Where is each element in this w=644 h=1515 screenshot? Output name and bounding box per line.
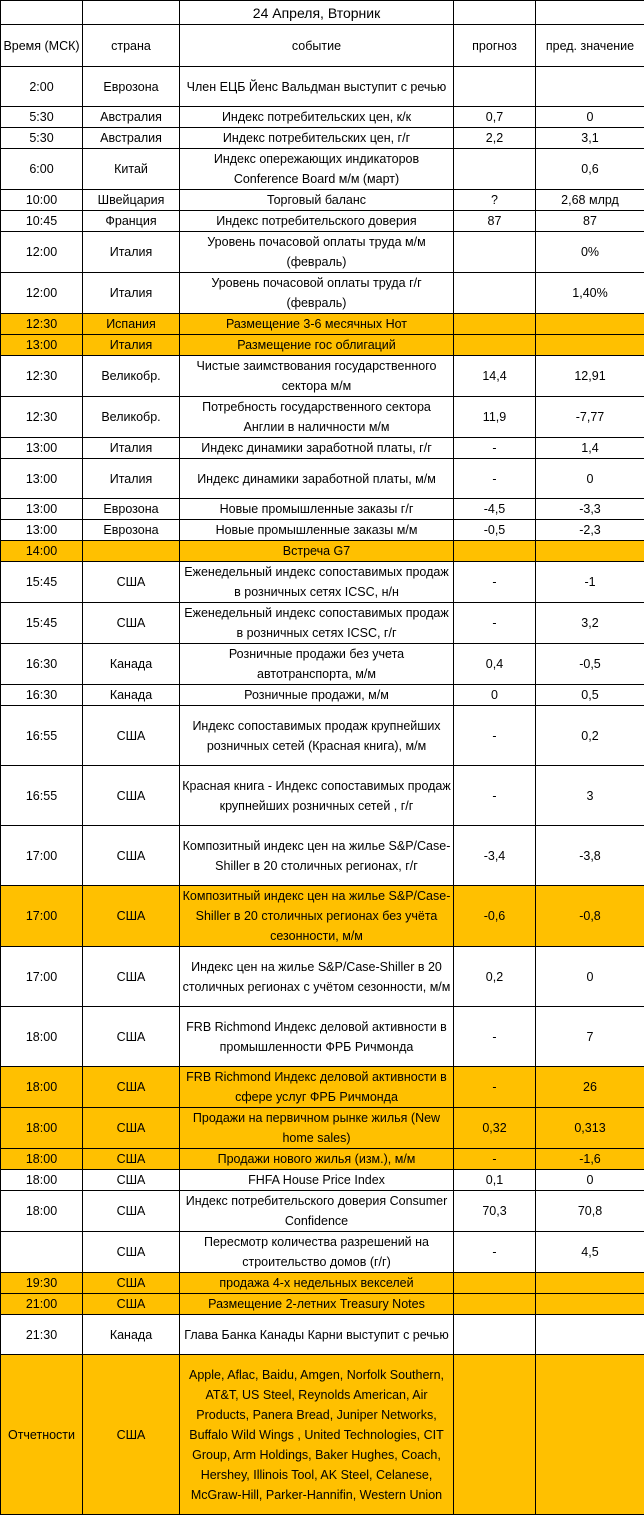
event-country: США [83,1191,180,1232]
event-name: продажа 4-х недельных векселей [180,1273,454,1294]
calendar-row [1,1108,644,1149]
event-forecast: 0 [454,685,536,706]
event-forecast: ? [454,190,536,211]
event-name: Торговый баланс [180,190,454,211]
header-previous: пред. значение [536,25,644,67]
event-forecast: -0,5 [454,520,536,541]
event-previous: -3,3 [536,499,644,520]
event-country: Швейцария [83,190,180,211]
event-country [83,541,180,562]
event-forecast: - [454,1067,536,1108]
event-previous: 4,5 [536,1232,644,1273]
event-name: Индекс динамики заработной платы, г/г [180,438,454,459]
calendar-row [1,1149,644,1170]
event-country: США [83,886,180,947]
event-previous [536,1355,644,1515]
event-forecast: - [454,1007,536,1067]
event-name: Размещение 3-6 месячных Нот [180,314,454,335]
title-spacer-cell [536,1,644,25]
event-time: 16:55 [1,706,83,766]
event-name: Индекс потребительских цен, г/г [180,128,454,149]
event-country: США [83,603,180,644]
calendar-row [1,1007,644,1067]
event-forecast: - [454,562,536,603]
event-forecast: 0,2 [454,947,536,1007]
event-country: США [83,1067,180,1108]
title-row [1,1,644,25]
calendar-row [1,603,644,644]
event-time: 16:30 [1,685,83,706]
event-forecast: - [454,1232,536,1273]
event-forecast: - [454,438,536,459]
event-previous [536,541,644,562]
calendar-row [1,438,644,459]
event-country: США [83,706,180,766]
calendar-row [1,520,644,541]
header-event: событие [180,25,454,67]
event-time: Отчетности [1,1355,83,1515]
event-name: Размещение гос облигаций [180,335,454,356]
event-previous: -7,77 [536,397,644,438]
header-time: Время (МСК) [1,25,83,67]
event-forecast: 87 [454,211,536,232]
event-previous [536,1273,644,1294]
event-forecast [454,1294,536,1315]
event-country: США [83,1294,180,1315]
event-time: 15:45 [1,603,83,644]
event-time: 18:00 [1,1191,83,1232]
event-previous: -2,3 [536,520,644,541]
event-name: Член ЕЦБ Йенс Вальдман выступит с речью [180,67,454,107]
title-spacer-cell [1,1,83,25]
event-time: 10:00 [1,190,83,211]
event-name: Потребность государственного сектора Англии в наличности м/м [180,397,454,438]
header-row [1,25,644,67]
event-name: Уровень почасовой оплаты труда г/г (февраль) [180,273,454,314]
calendar-row [1,335,644,356]
event-country: США [83,1273,180,1294]
calendar-row [1,211,644,232]
calendar-row [1,232,644,273]
event-previous: 0 [536,947,644,1007]
event-time: 18:00 [1,1149,83,1170]
event-country: США [83,766,180,826]
event-name: Индекс потребительского доверия Consumer Confidence [180,1191,454,1232]
event-name: FHFA House Price Index [180,1170,454,1191]
event-forecast [454,541,536,562]
event-name: Индекс опережающих индикаторов Conference Board м/м (март) [180,149,454,190]
event-country: США [83,1355,180,1515]
calendar-row [1,499,644,520]
event-previous: 0% [536,232,644,273]
calendar-row [1,562,644,603]
calendar-row [1,1191,644,1232]
event-country: США [83,1232,180,1273]
event-country: США [83,826,180,886]
event-time: 13:00 [1,335,83,356]
calendar-row [1,541,644,562]
event-name: Размещение 2-летних Treasury Notes [180,1294,454,1315]
calendar-row [1,459,644,499]
event-previous: 70,8 [536,1191,644,1232]
title-spacer-cell [83,1,180,25]
event-forecast: - [454,1149,536,1170]
event-forecast: - [454,766,536,826]
event-country: США [83,1108,180,1149]
event-country: Испания [83,314,180,335]
event-forecast [454,232,536,273]
event-name: Глава Банка Канады Карни выступит с речью [180,1315,454,1355]
event-time: 5:30 [1,107,83,128]
event-forecast [454,1315,536,1355]
calendar-row [1,107,644,128]
event-previous [536,1294,644,1315]
event-country: США [83,1149,180,1170]
calendar-row [1,947,644,1007]
event-time: 14:00 [1,541,83,562]
event-forecast [454,335,536,356]
event-country: США [83,1170,180,1191]
event-name: Чистые заимствования государственного сектора м/м [180,356,454,397]
event-previous: 0 [536,1170,644,1191]
event-previous [536,314,644,335]
event-time: 17:00 [1,886,83,947]
event-country: Франция [83,211,180,232]
event-name: Индекс динамики заработной платы, м/м [180,459,454,499]
event-previous [536,335,644,356]
calendar-row [1,67,644,107]
event-previous: 3,1 [536,128,644,149]
calendar-row [1,685,644,706]
event-name: Индекс потребительского доверия [180,211,454,232]
event-forecast: -3,4 [454,826,536,886]
event-previous: 12,91 [536,356,644,397]
event-previous: -0,5 [536,644,644,685]
event-time: 18:00 [1,1067,83,1108]
event-previous: 2,68 млрд [536,190,644,211]
event-name: Розничные продажи без учета автотранспорта, м/м [180,644,454,685]
event-forecast: - [454,603,536,644]
calendar-row [1,644,644,685]
event-forecast [454,314,536,335]
event-country: США [83,562,180,603]
event-country: Италия [83,335,180,356]
event-forecast: 0,32 [454,1108,536,1149]
calendar-row [1,1067,644,1108]
event-time: 16:55 [1,766,83,826]
event-previous: 0,2 [536,706,644,766]
event-forecast: -0,6 [454,886,536,947]
event-name: Продажи нового жилья (изм.), м/м [180,1149,454,1170]
event-name: Уровень почасовой оплаты труда м/м (февраль) [180,232,454,273]
event-country: Италия [83,232,180,273]
calendar-row [1,149,644,190]
calendar-row [1,1355,644,1515]
event-forecast [454,1273,536,1294]
calendar-row [1,190,644,211]
calendar-row [1,1170,644,1191]
event-previous: 0,313 [536,1108,644,1149]
event-time: 12:30 [1,314,83,335]
event-forecast: - [454,459,536,499]
event-time: 15:45 [1,562,83,603]
event-previous: -0,8 [536,886,644,947]
calendar-row [1,273,644,314]
event-time: 18:00 [1,1108,83,1149]
title-spacer-cell [454,1,536,25]
event-previous: 7 [536,1007,644,1067]
event-previous: 87 [536,211,644,232]
event-country: Еврозона [83,520,180,541]
event-previous: 1,40% [536,273,644,314]
calendar-row [1,128,644,149]
event-previous: 0,5 [536,685,644,706]
event-name: Индекс потребительских цен, к/к [180,107,454,128]
event-country: Италия [83,273,180,314]
event-time: 5:30 [1,128,83,149]
event-country: Италия [83,459,180,499]
event-forecast: -4,5 [454,499,536,520]
event-name: Еженедельный индекс сопоставимых продаж в розничных сетях ICSC, н/н [180,562,454,603]
event-previous: 1,4 [536,438,644,459]
event-previous: -1,6 [536,1149,644,1170]
event-time: 6:00 [1,149,83,190]
event-forecast: 0,7 [454,107,536,128]
event-previous: 3 [536,766,644,826]
event-time: 12:30 [1,356,83,397]
event-country: Австралия [83,107,180,128]
event-forecast: 0,1 [454,1170,536,1191]
event-name: Продажи на первичном рынке жилья (New home sales) [180,1108,454,1149]
event-previous: 0,6 [536,149,644,190]
event-country: Италия [83,438,180,459]
event-name: Apple, Aflac, Baidu, Amgen, Norfolk Southern, AT&T, US Steel, Reynolds American, Air Products, Panera Bread, Juniper Networks, Buffalo Wild Wings , United Technologies, CIT Group, Arm Holdings, Baker Hughes, Coach, Hershey, Illinois Tool, AK Steel, Celanese, McGraw-Hill, Parker-Hannifin, Western Union [180,1355,454,1515]
event-name: FRB Richmond Индекс деловой активности в сфере услуг ФРБ Ричмонда [180,1067,454,1108]
event-time: 13:00 [1,459,83,499]
event-time: 13:00 [1,520,83,541]
event-name: Новые промышленные заказы м/м [180,520,454,541]
event-name: Встреча G7 [180,541,454,562]
event-name: Композитный индекс цен на жилье S&P/Case-Shiller в 20 столичных регионах без учёта сезонности, м/м [180,886,454,947]
event-time: 12:30 [1,397,83,438]
event-previous: 0 [536,107,644,128]
event-time: 17:00 [1,947,83,1007]
calendar-row [1,826,644,886]
event-country: Канада [83,1315,180,1355]
event-name: Розничные продажи, м/м [180,685,454,706]
header-forecast: прогноз [454,25,536,67]
event-country: Канада [83,685,180,706]
event-country: Великобр. [83,356,180,397]
event-forecast [454,1355,536,1515]
event-time: 12:00 [1,232,83,273]
event-previous [536,1315,644,1355]
event-name: Красная книга - Индекс сопоставимых продаж крупнейших розничных сетей , г/г [180,766,454,826]
event-forecast: 70,3 [454,1191,536,1232]
event-forecast: 0,4 [454,644,536,685]
calendar-row [1,766,644,826]
event-previous: 26 [536,1067,644,1108]
calendar-row [1,1315,644,1355]
calendar-row [1,1232,644,1273]
event-name: Еженедельный индекс сопоставимых продаж в розничных сетях ICSC, г/г [180,603,454,644]
event-time: 13:00 [1,499,83,520]
date-title: 24 Апреля, Вторник [180,1,454,25]
event-country: Канада [83,644,180,685]
calendar-row [1,706,644,766]
event-time: 18:00 [1,1170,83,1191]
event-country: Великобр. [83,397,180,438]
event-time: 21:30 [1,1315,83,1355]
event-time [1,1232,83,1273]
event-forecast: - [454,706,536,766]
event-country: Еврозона [83,499,180,520]
event-country: Китай [83,149,180,190]
calendar-row [1,886,644,947]
event-country: Австралия [83,128,180,149]
event-country: США [83,1007,180,1067]
event-forecast: 14,4 [454,356,536,397]
header-country: страна [83,25,180,67]
event-previous: 0 [536,459,644,499]
calendar-row [1,397,644,438]
event-forecast [454,149,536,190]
event-time: 16:30 [1,644,83,685]
event-time: 17:00 [1,826,83,886]
event-name: Индекс цен на жилье S&P/Case-Shiller в 20 столичных регионах с учётом сезонности, м/м [180,947,454,1007]
event-country: США [83,947,180,1007]
event-forecast [454,273,536,314]
event-time: 18:00 [1,1007,83,1067]
event-previous [536,67,644,107]
event-forecast [454,67,536,107]
calendar-row [1,314,644,335]
event-name: Новые промышленные заказы г/г [180,499,454,520]
event-country: Еврозона [83,67,180,107]
event-name: Композитный индекс цен на жилье S&P/Case-Shiller в 20 столичных регионах, г/г [180,826,454,886]
event-time: 21:00 [1,1294,83,1315]
event-name: FRB Richmond Индекс деловой активности в промышленности ФРБ Ричмонда [180,1007,454,1067]
calendar-row [1,1294,644,1315]
event-name: Пересмотр количества разрешений на строительство домов (г/г) [180,1232,454,1273]
event-time: 13:00 [1,438,83,459]
event-previous: -3,8 [536,826,644,886]
event-time: 10:45 [1,211,83,232]
event-name: Индекс сопоставимых продаж крупнейших розничных сетей (Красная книга), м/м [180,706,454,766]
event-forecast: 11,9 [454,397,536,438]
event-time: 2:00 [1,67,83,107]
calendar-row [1,356,644,397]
event-forecast: 2,2 [454,128,536,149]
event-previous: 3,2 [536,603,644,644]
event-previous: -1 [536,562,644,603]
calendar-row [1,1273,644,1294]
event-time: 12:00 [1,273,83,314]
event-time: 19:30 [1,1273,83,1294]
